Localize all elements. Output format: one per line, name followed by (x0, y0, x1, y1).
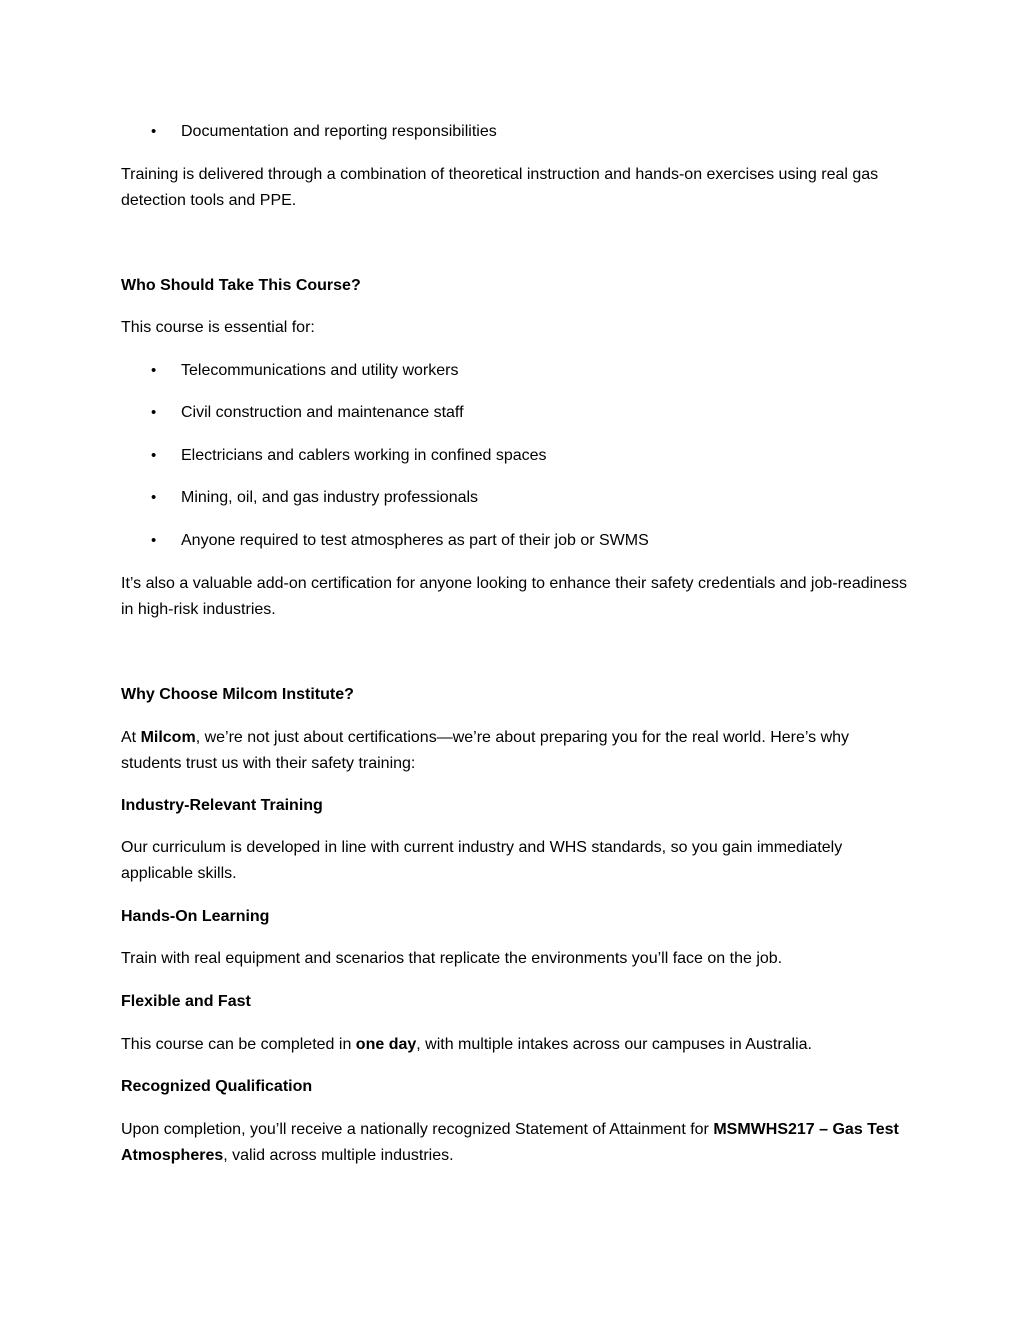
milcom-bold: Milcom (140, 729, 196, 746)
bullet-icon: • (151, 489, 157, 506)
flexible-heading: Flexible and Fast (121, 993, 251, 1010)
handson-text: Train with real equipment and scenarios that replicate the environments you’ll face on the job. (121, 950, 783, 967)
one-day-bold: one day (355, 1036, 417, 1053)
list-item (121, 358, 911, 384)
list-item-text: Documentation and reporting responsibilities (181, 123, 497, 140)
recognized-heading: Recognized Qualification (121, 1078, 313, 1095)
list-item (121, 400, 911, 426)
training-paragraph: Training is delivered through a combination of theoretical instruction and hands-on exercises using real gas detection tools and PPE. (121, 166, 879, 209)
bullet-icon: • (151, 123, 157, 140)
list-item-text: Mining, oil, and gas industry professionals (181, 489, 479, 506)
why-heading: Why Choose Milcom Institute? (121, 686, 354, 703)
handson-heading: Hands-On Learning (121, 908, 270, 925)
bullet-icon: • (151, 404, 157, 421)
list-item-text: Telecommunications and utility workers (181, 362, 459, 379)
list-item (121, 528, 911, 554)
list-item (121, 485, 911, 511)
addon-paragraph: It’s also a valuable add-on certification for anyone looking to enhance their safety credentials and job-readiness in high-risk industries. (121, 575, 907, 618)
why-intro-suffix: , we’re not just about certifications—we’re about preparing you for the real world. Here’s why students trust us with their safety training: (121, 729, 850, 772)
bullet-icon: • (151, 362, 157, 379)
recognized-prefix: Upon completion, you’ll receive a nationally recognized Statement of Attainment for (121, 1121, 714, 1138)
list-item-text: Civil construction and maintenance staff (181, 404, 464, 421)
who-intro: This course is essential for: (121, 319, 315, 336)
why-intro-prefix: At (121, 729, 141, 746)
industry-heading: Industry-Relevant Training (121, 797, 323, 814)
list-item-text: Electricians and cablers working in confined spaces (181, 447, 547, 464)
flexible-prefix: This course can be completed in (121, 1036, 356, 1053)
list-item (121, 119, 911, 145)
bullet-icon: • (151, 447, 157, 464)
recognized-text (121, 1117, 911, 1169)
flexible-text (121, 1032, 911, 1058)
bullet-icon: • (151, 532, 157, 549)
list-item-text: Anyone required to test atmospheres as part of their job or SWMS (181, 532, 649, 549)
recognized-suffix: , valid across multiple industries. (223, 1147, 454, 1164)
who-heading: Who Should Take This Course? (121, 277, 361, 294)
why-intro (121, 725, 911, 777)
qualification-bold: MSMWHS217 – Gas Test Atmospheres (121, 1121, 899, 1164)
list-item (121, 443, 911, 469)
industry-text: Our curriculum is developed in line with current industry and WHS standards, so you gain immediately applicable skills. (121, 839, 843, 882)
flexible-suffix: , with multiple intakes across our campuses in Australia. (416, 1036, 812, 1053)
